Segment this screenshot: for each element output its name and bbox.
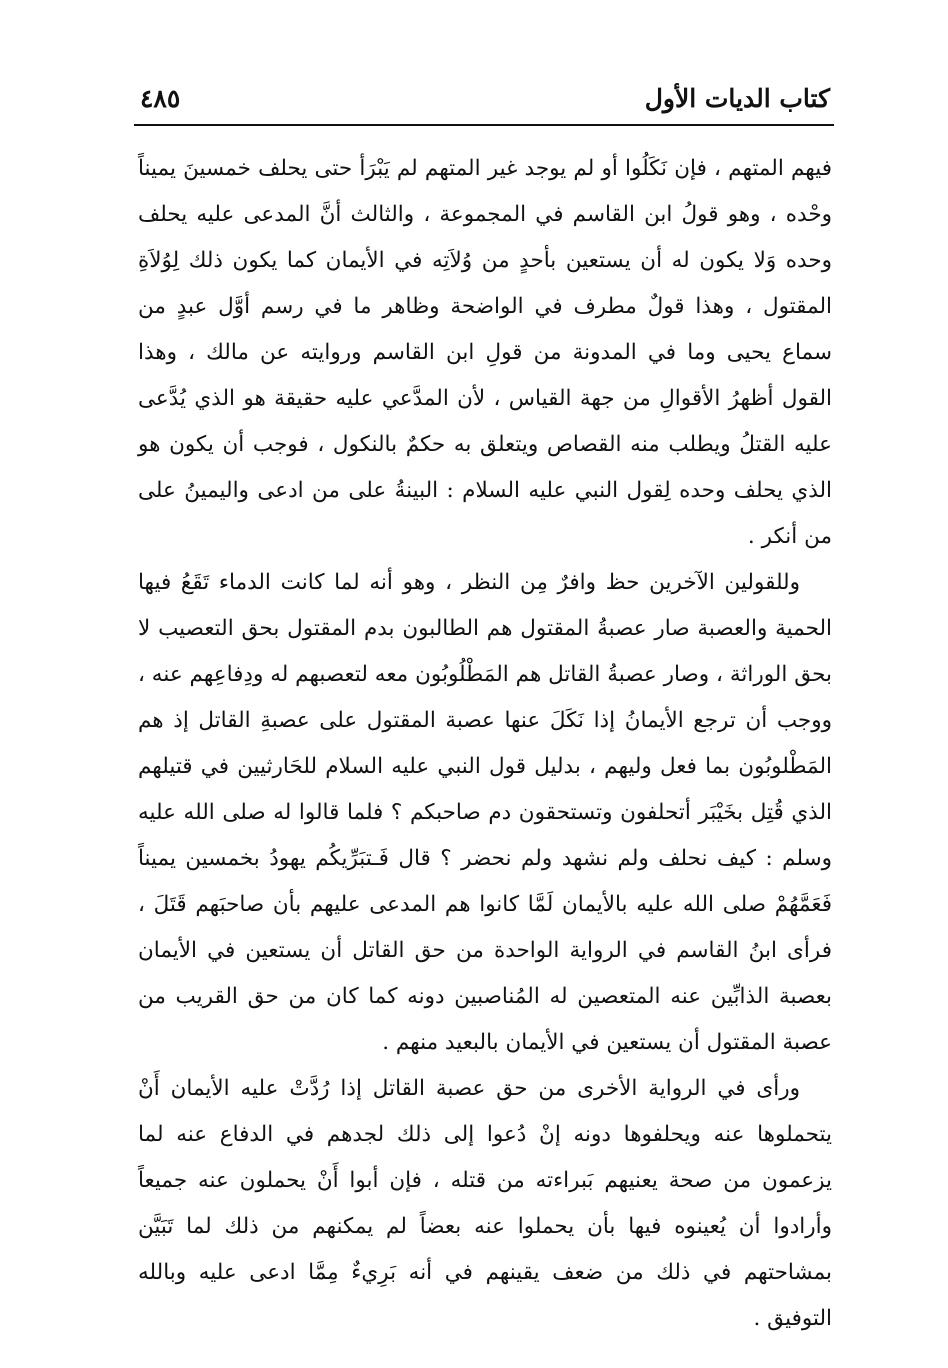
paragraph-1: فيهم المتهم ، فإن نَكَلُوا أو لم يوجد غير المتهم لم يَبْرَأ حتى يحلف خمسينَ يميناً وحْده ، وهو قولُ ابن القاسم في المجموعة ، والثالث أنَّ المدعى عليه يحلف وحده وَلا يكون له أن يستعين بأحدٍ من وُلاَتِه في الأيمان كما يكون ذلك لِوُلاَةِ المقتول ، وهذا قولٌ مطرف في الواضحة وظاهر ما في رسم أوَّل عبدٍ من سماع يحيى وما في المدونة من قولِ ابن القاسم وروايته عن مالك ، وهذا القول أظهرُ الأقوالِ من جهة القياس ، لأن المدَّعي عليه حقيقة هو الذي يُدَّعى عليه القتلُ ويطلب منه القصاص ويتعلق به حكمٌ بالنكول ، فوجب أن يكون هو الذي يحلف وحده لِقول النبي عليه السلام : البينةُ على من ادعى واليمينُ على من أنكر . (138, 156, 832, 549)
paragraph-3: ورأى في الرواية الأخرى من حق عصبة القاتل إذا رُدَّتْ عليه الأيمان أَنْ يتحملوها عنه ويحلفوها دونه إنْ دُعوا إلى ذلك لجدهم في الدفاع عنه لما يزعمون من صحة يعنيهم بَبراءته من قتله ، فإن أبوا أَنْ يحملون عنه جميعاً وأرادوا أن يُعينوه فيها بأن يحملوا عنه بعضاً لم يمكنهم من ذلك لما تَبَيَّن بمشاحتهم في ذلك من ضعف يقينهم في أنه بَرِيءٌ مِمَّا ادعى عليه وبالله التوفيق . (138, 1076, 832, 1331)
page-header (140, 82, 830, 116)
running-title: كتاب الديات الأول (644, 84, 830, 113)
body-text (138, 146, 832, 1342)
page-number: ٤٨٥ (140, 84, 181, 113)
header-divider (134, 124, 834, 126)
paragraph-2: وللقولين الآخرين حظ وافرٌ مِن النظر ، وهو أنه لما كانت الدماء تَقَعُ فيها الحمية والعصبة صار عصبةُ المقتول هم الطالبون بدم المقتول بحق التعصيب لا بحق الوراثة ، وصار عصبةُ القاتل هم المَطْلُوبُون معه لتعصبهم له ودِفاعِهم عنه ، ووجب أن ترجع الأيمانُ إذا نَكَلَ عنها عصبة المقتول على عصبةِ القاتل إذ هم المَطْلوبُون بما فعل وليهم ، بدليل قول النبي عليه السلام للحَارثيين في قتيلهم الذي قُتِل بخَيْبَر أتحلفون وتستحقون دم صاحبكم ؟ فلما قالوا له صلى الله عليه وسلم : كيف نحلف ولم نشهد ولم نحضر ؟ قال فَـتبَرِّيكُم يهودُ بخمسين يميناً فَعَمَّهُمْ صلى الله عليه بالأيمان لَمَّا كانوا هم المدعى عليهم بأن صاحبَهم قَتَلَ ، فرأى ابنُ القاسم في الرواية الواحدة من حق القاتل أن يستعين في الأيمان بعصبة الذابِّين عنه المتعصين له المُناصبين دونه كما كان من حق القريب من عصبة المقتول أن يستعين في الأيمان بالبعيد منهم . (138, 570, 832, 1055)
